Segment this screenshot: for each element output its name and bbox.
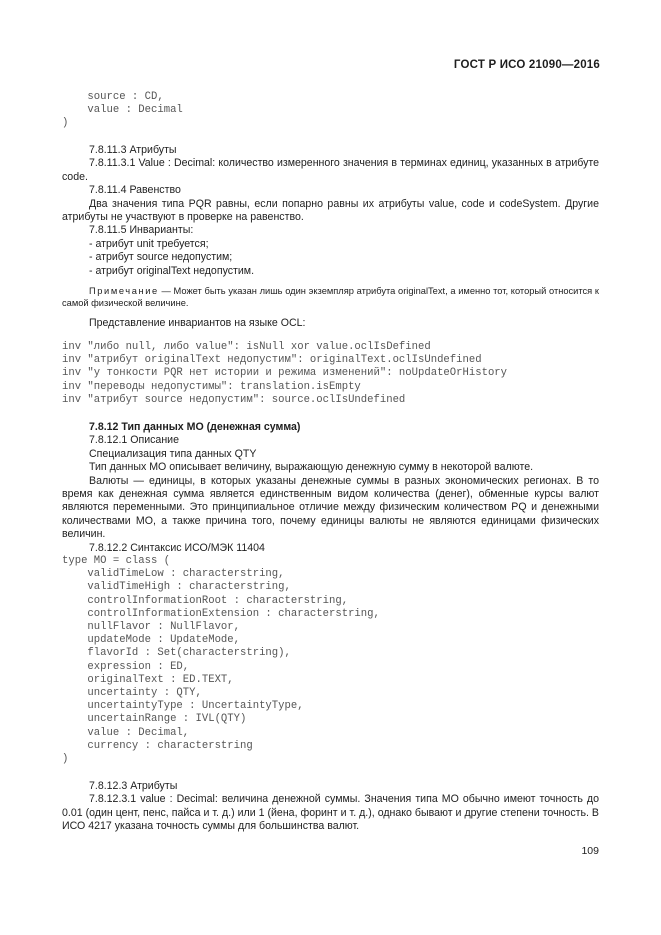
ocl-intro: Представление инвариантов на языке OCL:: [89, 316, 306, 329]
invariant-item-3: - атрибут originalText недопустим.: [89, 264, 255, 277]
page-number: 109: [581, 845, 599, 857]
heading-7-8-12-2: 7.8.12.2 Синтаксис ИСО/МЭК 11404: [89, 541, 265, 554]
note-label: Примечание: [89, 286, 159, 297]
heading-7-8-12-1: 7.8.12.1 Описание: [89, 434, 179, 447]
para-equality: Два значения типа PQR равны, если попарно равны их атрибуты value, code и codeSystem. Другие атрибуты не участвуют в проверке на равенство.: [62, 197, 599, 224]
para-7-8-12-3-1: 7.8.12.3.1 value : Decimal: величина денежной суммы. Значения типа МО обычно имеют точность до 0.01 (один цент, пенс, пайса и т. д.) или 1 (йена, форинт и т. д.), однако бывают и другие степени точность. В ИСО 4217 указана точность суммы для большинства валют.: [62, 793, 599, 833]
para-currencies: Валюты — единицы, в которых указаны денежные суммы в разных экономических регионах. В то время как денежная сумма является единственным видом количества (денег), обменные курсы валют являются переменными. Это принципиальное отличие между физическим количеством PQ и денежными количествами МО, а также причина того, почему единицы валюты не являются единицами физических величин.: [62, 474, 599, 541]
section-7-8-12-text: [62, 421, 599, 555]
code-block-mo: type MO = class ( validTimeLow : characterstring, validTimeHigh : characterstring, controlInformationRoot : characterstring, controlInformationExtension : characterstring, nullFlavor : NullFlavor, updateMode : UpdateMode, flavorId : Set(characterstring), expression : ED, originalText : ED.TEXT, uncertainty : QTY, uncertaintyType : UncertaintyType, uncertainRange : IVL(QTY) value : Decimal, currency : characterstring ): [62, 555, 380, 766]
heading-7-8-12-3: 7.8.12.3 Атрибуты: [89, 780, 178, 792]
heading-7-8-11-5: 7.8.11.5 Инварианты:: [89, 224, 194, 237]
para-7-8-11-3-1: 7.8.11.3.1 Value : Decimal: количество измеренного значения в терминах единиц, указанных в атрибуте code.: [62, 157, 599, 183]
heading-7-8-11-4: 7.8.11.4 Равенство: [89, 184, 181, 197]
invariant-item-2: - атрибут source недопустим;: [89, 251, 233, 264]
note-text: — Может быть указан лишь один экземпляр атрибута originalText, а именно тот, который относится к самой физической величине.: [62, 286, 599, 309]
heading-7-8-12: 7.8.12 Тип данных МО (денежная сумма): [89, 421, 301, 433]
note-paragraph: [62, 285, 599, 310]
para-mo-description: Тип данных МО описывает величину, выражающую денежную сумму в некоторой валюте.: [89, 461, 534, 474]
specialization-line: Специализация типа данных QTY: [89, 447, 257, 460]
document-id-header: ГОСТ Р ИСО 21090—2016: [453, 59, 600, 71]
section-7-8-11-text: [62, 144, 599, 330]
invariant-item-1: - атрибут unit требуется;: [89, 237, 209, 250]
code-block-ocl: inv "либо null, либо value": isNull xor value.oclIsDefined inv "атрибут originalText недопустим": originalText.oclIsUndefined inv "у тонкости PQR нет истории и режима изменений": noUpdateOrHistory inv "переводы недопустимы": translation.isEmpty inv "атрибут source недопустим": source.oclIsUndefined: [62, 341, 508, 406]
section-7-8-12-3-text: [62, 780, 599, 834]
heading-7-8-11-3: 7.8.11.3 Атрибуты: [89, 144, 177, 156]
code-block-pqr-end: source : CD, value : Decimal ): [62, 91, 183, 130]
